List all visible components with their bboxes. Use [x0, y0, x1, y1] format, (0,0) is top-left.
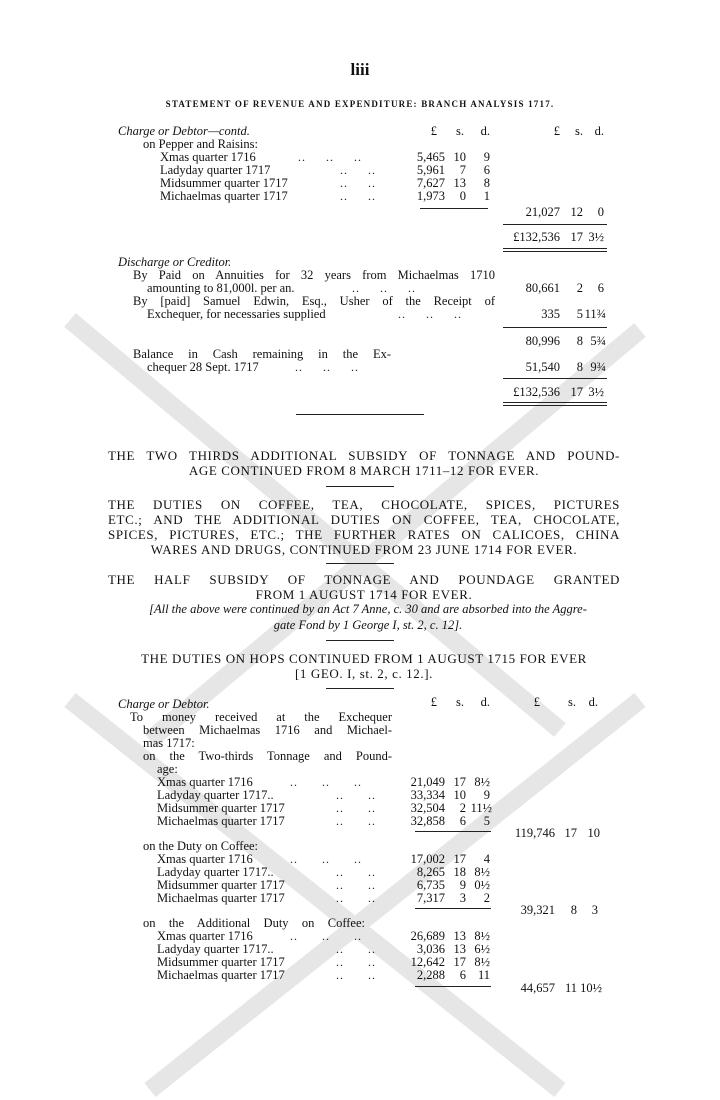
pepper-group-label: on Pepper and Raisins: — [143, 137, 258, 151]
short-rule — [326, 486, 394, 487]
row-label: Ladyday quarter 1717 — [160, 163, 271, 177]
leader-dots: .. .. — [336, 814, 376, 828]
value-pounds: 5,961 — [416, 163, 445, 177]
value-pounds: 2,288 — [416, 968, 445, 982]
rule — [503, 224, 607, 225]
discharge-total-shillings: 17 — [570, 385, 583, 399]
value-pounds: 21,049 — [410, 775, 445, 789]
balance-shillings: 8 — [576, 360, 583, 374]
annuities-shillings: 2 — [576, 281, 583, 295]
edwin-shillings: 5 — [576, 307, 583, 321]
value-shillings: 17 — [453, 775, 466, 789]
value-shillings: 9 — [459, 878, 466, 892]
row-label: Xmas quarter 1716 — [157, 929, 253, 943]
row-label: Xmas quarter 1716 — [157, 852, 253, 866]
leader-dots: .. .. — [336, 955, 376, 969]
leader-dots: .. .. .. — [398, 307, 462, 321]
annuities-pence: 6 — [597, 281, 604, 295]
section-title-line: THE HALF SUBSIDY OF TONNAGE AND POUNDAGE GRANTED — [108, 572, 620, 587]
annuities-line1: By Paid on Annuities for 32 years from Michaelmas 1710 — [133, 268, 495, 282]
charge-heading-contd: Charge or Debtor—contd. — [118, 124, 250, 138]
value-pence: 5 — [483, 814, 490, 828]
edwin-line1: By [paid] Samuel Edwin, Esq., Usher of the Receipt of — [133, 294, 495, 308]
value-shillings: 2 — [459, 801, 466, 815]
charge-total-pence: 3½ — [588, 230, 604, 244]
col-head-shillings-total: s. — [568, 695, 576, 709]
annuities-pounds: 80,661 — [525, 281, 560, 295]
leader-dots: .. .. — [340, 163, 376, 177]
value-pounds: 3,036 — [416, 942, 445, 956]
edwin-line2: Exchequer, for necessaries supplied — [147, 307, 326, 321]
rule — [503, 402, 607, 403]
row-label: Michaelmas quarter 1717 — [157, 814, 285, 828]
discharge-total-pounds: £132,536 — [513, 385, 560, 399]
section-title-line: WARES AND DRUGS, CONTINUED FROM 23 JUNE 1714 FOR EVER. — [150, 542, 578, 557]
short-rule — [326, 688, 394, 689]
row-label: Michaelmas quarter 1717 — [157, 968, 285, 982]
leader-dots: .. .. — [336, 801, 376, 815]
row-label: Xmas quarter 1716 — [160, 150, 256, 164]
tonnage-subtotal-pence: 10 — [587, 826, 600, 840]
row-label: Midsummer quarter 1717 — [157, 801, 285, 815]
section-title-line: ETC.; AND THE ADDITIONAL DUTIES ON COFFEE, TEA, CHOCOLATE, — [108, 512, 620, 527]
annuities-line2: amounting to 81,000l. per an. — [147, 281, 295, 295]
leader-dots: .. .. — [340, 189, 376, 203]
edwin-pounds: 335 — [541, 307, 560, 321]
rule — [415, 908, 491, 909]
value-pence: 11½ — [470, 801, 492, 815]
additional-coffee-subtotal-shillings: 11 — [564, 981, 577, 995]
value-shillings: 13 — [453, 176, 466, 190]
group-label-tonnage-cont: age: — [157, 762, 178, 776]
value-pounds: 8,265 — [416, 865, 445, 879]
value-pounds: 17,002 — [410, 852, 445, 866]
row-label: Midsummer quarter 1717 — [157, 955, 285, 969]
pepper-subtotal-pence: 0 — [597, 205, 604, 219]
value-shillings: 6 — [459, 814, 466, 828]
section-title-hops — [108, 651, 620, 681]
tonnage-subtotal-pounds: 119,746 — [514, 826, 555, 840]
leader-dots: .. .. .. — [295, 360, 359, 374]
leader-dots: .. .. — [336, 968, 376, 982]
value-pence: 8½ — [474, 955, 490, 969]
pepper-subtotal-pounds: 21,027 — [525, 205, 560, 219]
value-pounds: 12,642 — [410, 955, 445, 969]
leader-dots: .. .. .. — [290, 775, 362, 789]
value-shillings: 13 — [453, 942, 466, 956]
value-pence: 6½ — [474, 942, 490, 956]
value-pence: 1 — [483, 189, 490, 203]
intro-line2: between Michaelmas 1716 and Michael- — [143, 723, 392, 737]
intro-line1: To money received at the Exchequer — [130, 710, 392, 724]
act-note-line: gate Fond by 1 George I, st. 2, c. 12]. — [273, 618, 463, 632]
balance-line2: chequer 28 Sept. 1717 — [147, 360, 259, 374]
balance-line1: Balance in Cash remaining in the Ex- — [133, 347, 391, 361]
col-head-pounds: £ — [430, 695, 437, 709]
value-shillings: 7 — [459, 163, 466, 177]
row-label: Michaelmas quarter 1717 — [160, 189, 288, 203]
discharge-total-pence: 3½ — [588, 385, 604, 399]
leader-dots: .. .. — [336, 891, 376, 905]
value-pence: 9 — [483, 150, 490, 164]
value-shillings: 6 — [459, 968, 466, 982]
value-pounds: 32,504 — [410, 801, 445, 815]
coffee-subtotal-shillings: 8 — [570, 903, 577, 917]
pepper-subtotal-shillings: 12 — [570, 205, 583, 219]
value-shillings: 0 — [459, 189, 466, 203]
section-title-coffee-tea — [108, 497, 620, 557]
leader-dots: .. .. — [336, 942, 376, 956]
section-title-line: FROM 1 AUGUST 1714 FOR EVER. — [255, 587, 473, 602]
value-pounds: 5,465 — [416, 150, 445, 164]
act-note-line: [All the above were continued by an Act 7 Anne, c. 30 and are absorbed into the Aggre- — [149, 602, 587, 616]
section-separator — [296, 414, 424, 415]
rule — [420, 208, 488, 209]
row-label: Midsummer quarter 1717 — [160, 176, 288, 190]
charge-total-shillings: 17 — [570, 230, 583, 244]
row-label: Ladyday quarter 1717.. — [157, 865, 274, 879]
discharge-subtotal-pence: 5¾ — [590, 334, 606, 348]
group-label-tonnage: on the Two-thirds Tonnage and Pound- — [143, 749, 392, 763]
value-pence: 11 — [477, 968, 490, 982]
value-pounds: 26,689 — [410, 929, 445, 943]
row-label: Ladyday quarter 1717.. — [157, 788, 274, 802]
col-head-pence: d. — [480, 124, 490, 138]
col-head-pounds-total: £ — [553, 124, 560, 138]
rule — [503, 251, 607, 252]
value-pence: 6 — [483, 163, 490, 177]
value-pence: 8½ — [474, 775, 490, 789]
leader-dots: .. .. .. — [290, 929, 362, 943]
section-title-half-subsidy — [108, 572, 620, 602]
leader-dots: .. .. — [336, 865, 376, 879]
value-shillings: 17 — [453, 955, 466, 969]
leader-dots: .. .. — [336, 788, 376, 802]
tonnage-subtotal-shillings: 17 — [564, 826, 577, 840]
value-shillings: 3 — [459, 891, 466, 905]
discharge-heading: Discharge or Creditor. — [118, 255, 232, 269]
value-shillings: 17 — [453, 852, 466, 866]
value-pence: 2 — [483, 891, 490, 905]
section-title-line: THE DUTIES ON HOPS CONTINUED FROM 1 AUGUST 1715 FOR EVER — [141, 651, 587, 666]
balance-pence: 9¾ — [590, 360, 606, 374]
section-title-line: THE DUTIES ON COFFEE, TEA, CHOCOLATE, SPICES, PICTURES — [108, 497, 620, 512]
rule — [415, 986, 491, 987]
discharge-subtotal-shillings: 8 — [576, 334, 583, 348]
group-label-additional-coffee: on the Additional Duty on Coffee: — [143, 916, 365, 930]
value-pounds: 32,858 — [410, 814, 445, 828]
section-title-line: THE TWO THIRDS ADDITIONAL SUBSIDY OF TONNAGE AND POUND- — [108, 448, 620, 463]
balance-pounds: 51,540 — [525, 360, 560, 374]
value-pence: 4 — [483, 852, 490, 866]
act-note — [118, 601, 618, 633]
value-pounds: 1,973 — [416, 189, 445, 203]
group-label-coffee: on the Duty on Coffee: — [143, 839, 259, 853]
col-head-shillings: s. — [456, 695, 464, 709]
rule — [503, 327, 607, 328]
value-pence: 9 — [483, 788, 490, 802]
intro-line3: mas 1717: — [143, 736, 195, 750]
rule — [503, 248, 607, 249]
value-pounds: 7,627 — [416, 176, 445, 190]
col-head-shillings-total: s. — [575, 124, 583, 138]
short-rule — [326, 640, 394, 641]
value-shillings: 10 — [453, 788, 466, 802]
rule — [503, 405, 607, 406]
leader-dots: .. .. .. — [352, 281, 416, 295]
coffee-subtotal-pence: 3 — [591, 903, 598, 917]
leader-dots: .. .. — [340, 176, 376, 190]
row-label: Michaelmas quarter 1717 — [157, 891, 285, 905]
section-title-two-thirds — [108, 448, 620, 478]
section-title-line: SPICES, PICTURES, ETC.; THE FURTHER RATES ON CALICOES, CHINA — [108, 527, 620, 542]
row-label: Ladyday quarter 1717.. — [157, 942, 274, 956]
rule — [415, 831, 491, 832]
short-rule — [326, 563, 394, 564]
col-head-pence-total: d. — [588, 695, 598, 709]
leader-dots: .. .. .. — [290, 852, 362, 866]
value-pence: 0½ — [474, 878, 490, 892]
edwin-pence: 11¾ — [584, 307, 606, 321]
additional-coffee-subtotal-pence: 10½ — [580, 981, 602, 995]
leader-dots: .. .. — [336, 878, 376, 892]
section-title-line: AGE CONTINUED FROM 8 MARCH 1711–12 FOR EVER. — [188, 463, 540, 478]
col-head-pounds-total: £ — [533, 695, 540, 709]
col-head-shillings: s. — [456, 124, 464, 138]
value-shillings: 10 — [453, 150, 466, 164]
value-shillings: 13 — [453, 929, 466, 943]
rule — [503, 378, 607, 379]
col-head-pence: d. — [480, 695, 490, 709]
col-head-pence-total: d. — [594, 124, 604, 138]
charge-total-pounds: £132,536 — [513, 230, 560, 244]
col-head-pounds: £ — [430, 124, 437, 138]
running-title: STATEMENT OF REVENUE AND EXPENDITURE: BRANCH ANALYSIS 1717. — [165, 99, 555, 109]
value-pounds: 6,735 — [416, 878, 445, 892]
value-shillings: 18 — [453, 865, 466, 879]
discharge-subtotal-pounds: 80,996 — [525, 334, 560, 348]
section-title-line: [1 GEO. I, st. 2, c. 12.]. — [295, 666, 433, 681]
row-label: Midsummer quarter 1717 — [157, 878, 285, 892]
value-pounds: 33,334 — [410, 788, 445, 802]
value-pounds: 7,317 — [416, 891, 445, 905]
page-number: liii — [350, 60, 370, 79]
coffee-subtotal-pounds: 39,321 — [520, 903, 555, 917]
leader-dots: .. .. .. — [298, 150, 362, 164]
value-pence: 8½ — [474, 865, 490, 879]
charge-heading: Charge or Debtor. — [118, 697, 210, 711]
additional-coffee-subtotal-pounds: 44,657 — [520, 981, 555, 995]
row-label: Xmas quarter 1716 — [157, 775, 253, 789]
value-pence: 8 — [483, 176, 490, 190]
value-pence: 8½ — [474, 929, 490, 943]
